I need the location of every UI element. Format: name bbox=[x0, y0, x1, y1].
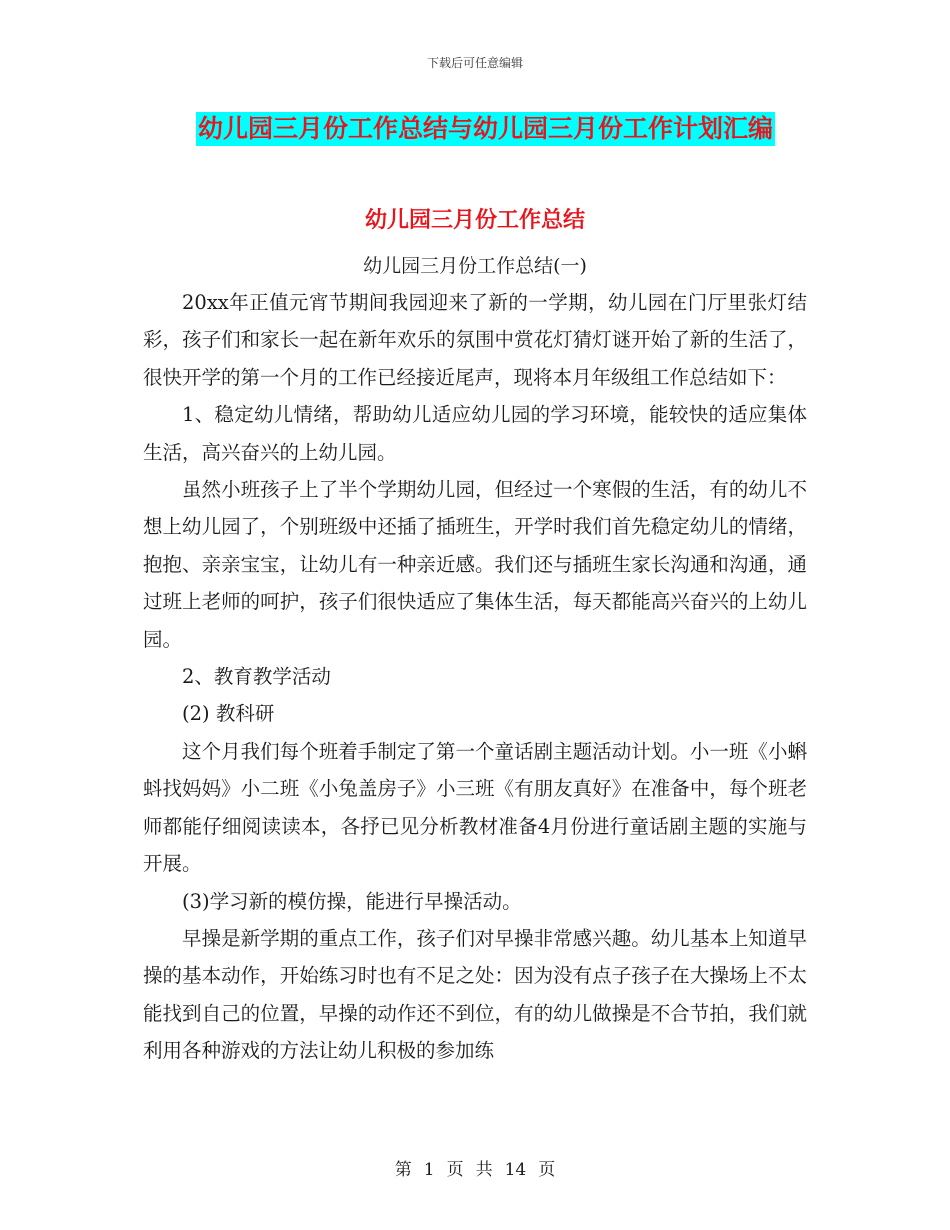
footer-total-prefix: 共 bbox=[475, 1160, 493, 1180]
paragraph-heading: (2) 教科研 bbox=[182, 702, 275, 726]
paragraph-heading: (3)学习新的模仿操，能进行早操活动。 bbox=[182, 889, 522, 913]
document-main-title: 幼儿园三月份工作总结与幼儿园三月份工作计划汇编 bbox=[196, 112, 775, 146]
paragraph: 20xx年正值元宵节期间我园迎来了新的一学期，幼儿园在门厅里张灯结彩，孩子们和家长一起在新年欢乐的氛围中赏花灯猜灯谜开始了新的生活了，很快开学的第一个月的工作已经接近尾声，现将本月年级组工作总结如下： bbox=[143, 291, 807, 389]
paragraph: 虽然小班孩子上了半个学期幼儿园，但经过一个寒假的生活，有的幼儿不想上幼儿园了，个别班级中还插了插班生，开学时我们首先稳定幼儿的情绪，抱抱、亲亲宝宝，让幼儿有一种亲近感。我们还与插班生家长沟通和沟通，通过班上老师的呵护，孩子们很快适应了集体生活，每天都能高兴奋兴的上幼儿园。 bbox=[143, 478, 807, 651]
paragraph: 这个月我们每个班着手制定了第一个童话剧主题活动计划。小一班《小蝌蚪找妈妈》小二班《小兔盖房子》小三班《有朋友真好》在准备中，每个班老师都能仔细阅读读本，各抒已见分析教材准备4月份进行童话剧主题的实施与开展。 bbox=[143, 739, 807, 876]
header-note: 下载后可任意编辑 bbox=[426, 56, 523, 70]
section-title: 幼儿园三月份工作总结 bbox=[364, 208, 585, 233]
total-pages: 14 bbox=[504, 1160, 527, 1180]
paragraph-heading: 2、教育教学活动 bbox=[182, 665, 331, 689]
page-number: 1 bbox=[423, 1160, 435, 1180]
sub-title: 幼儿园三月份工作总结(一) bbox=[363, 255, 587, 277]
document-body bbox=[143, 284, 807, 1070]
footer-total-unit: 页 bbox=[538, 1160, 556, 1180]
paragraph: 1、稳定幼儿情绪，帮助幼儿适应幼儿园的学习环境，能较快的适应集体生活，高兴奋兴的上幼儿园。 bbox=[143, 403, 807, 464]
paragraph: 早操是新学期的重点工作，孩子们对早操非常感兴趣。幼儿基本上知道早操的基本动作，开始练习时也有不足之处：因为没有点子孩子在大操场上不太能找到自己的位置，早操的动作还不到位，有的幼儿做操是不合节拍，我们就利用各种游戏的方法让幼儿积极的参加练 bbox=[143, 926, 807, 1063]
footer-page-unit: 页 bbox=[446, 1160, 464, 1180]
footer-prefix: 第 bbox=[394, 1160, 412, 1180]
page-footer bbox=[0, 1155, 950, 1180]
